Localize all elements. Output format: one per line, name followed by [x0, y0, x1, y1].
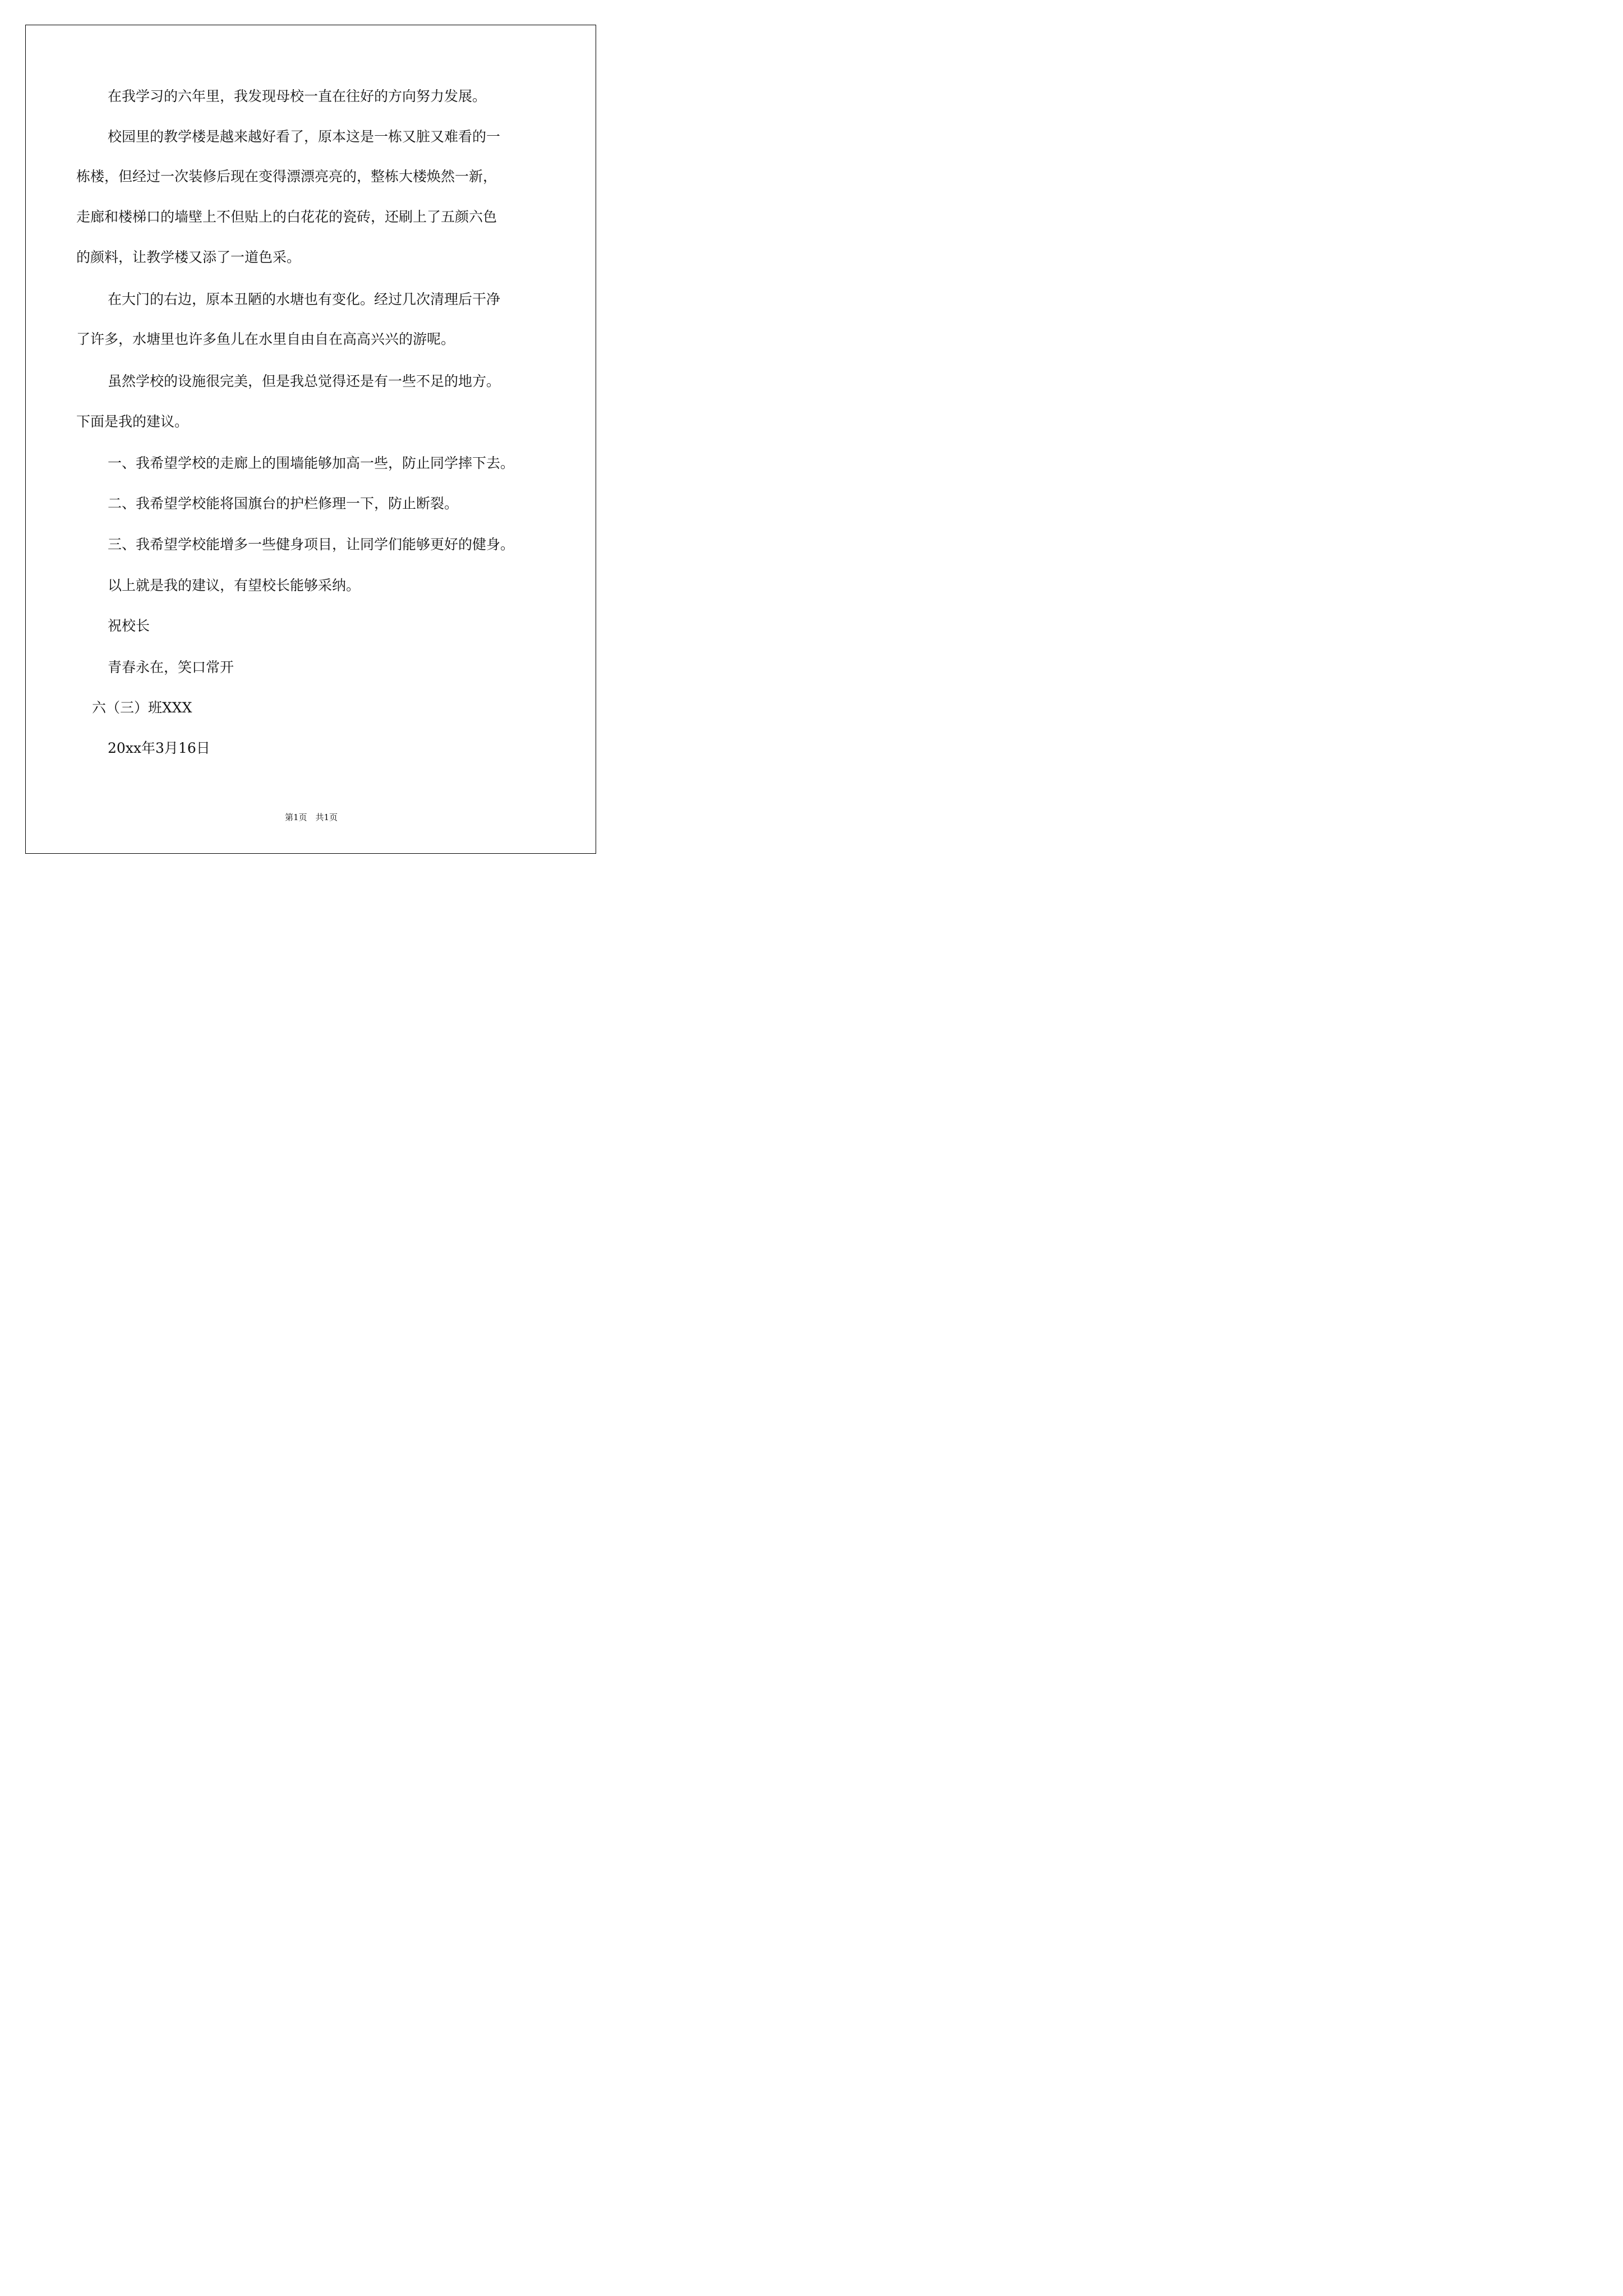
paragraph-line: 二、我希望学校能将国旗台的护栏修理一下，防止断裂。 — [108, 495, 459, 512]
date-line: 20xx年3月16日 — [108, 740, 210, 756]
signature-line: 六（三）班XXX — [92, 700, 192, 716]
paragraph-line: 校园里的教学楼是越来越好看了，原本这是一栋又脏又难看的一 — [108, 128, 501, 145]
paragraph-line: 三、我希望学校能增多一些健身项目，让同学们能够更好的健身。 — [108, 536, 515, 553]
paragraph-line: 在我学习的六年里，我发现母校一直在往好的方向努力发展。 — [108, 88, 487, 104]
paragraph-line: 以上就是我的建议，有望校长能够采纳。 — [108, 577, 361, 593]
page-footer: 第1页 共1页 — [284, 812, 338, 822]
paragraph-line: 一、我希望学校的走廊上的围墙能够加高一些，防止同学摔下去。 — [108, 455, 515, 471]
paragraph-line: 下面是我的建议。 — [76, 413, 189, 430]
paragraph-line: 栋楼，但经过一次装修后现在变得漂漂亮亮的，整栋大楼焕然一新， — [76, 168, 497, 185]
page-border — [25, 25, 596, 854]
paragraph-line: 走廊和楼梯口的墙壁上不但贴上的白花花的瓷砖，还刷上了五颜六色 — [76, 209, 497, 225]
paragraph-line: 虽然学校的设施很完美，但是我总觉得还是有一些不足的地方。 — [108, 373, 501, 389]
paragraph-line: 在大门的右边，原本丑陋的水塘也有变化。经过几次清理后干净 — [108, 291, 501, 307]
paragraph-line: 的颜料，让教学楼又添了一道色采。 — [76, 249, 301, 265]
salutation-line: 青春永在，笑口常开 — [108, 659, 234, 675]
salutation-line: 祝校长 — [108, 618, 150, 634]
paragraph-line: 了许多，水塘里也许多鱼儿在水里自由自在高高兴兴的游呢。 — [76, 331, 455, 347]
